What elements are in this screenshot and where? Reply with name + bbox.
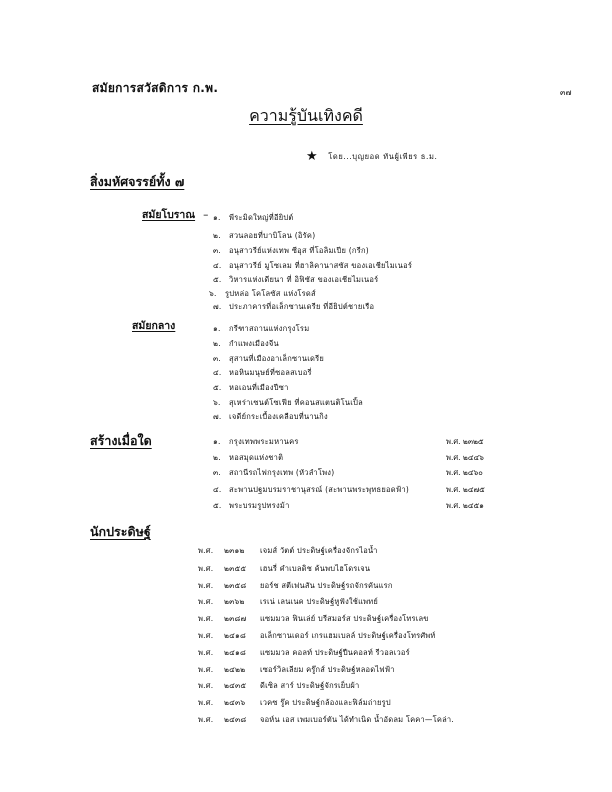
section-built-when: สร้างเมื่อใด [90,433,152,448]
inventor-row: พ.ศ. ๒๔๓๖ เวคซ รู๊ค ประดิษฐ์กล้องและฟิล์มถ่ายรูป [198,698,391,707]
building-item: ๓. สถานีรถไฟกรุงเทพ (หัวลำโพง) [213,468,335,477]
building-item: ๔. สะพานปฐมบรมราชานุสรณ์ (สะพานพระพุทธยอดฟ้า) [213,485,410,494]
building-item: ๒. หอสมุดแห่งชาติ [213,453,284,462]
inventor-row: พ.ศ. ๒๓๘๗ แซมมวล ฟินเล่ย์ บรีสมอร์ส ประดิษฐ์เครื่องโทรเลข [198,614,429,623]
list-item: ๖. รูปหล่อ โคโลซัส แห่งโรดส์ [209,289,316,298]
building-year: พ.ศ. ๒๔๗๕ [446,485,485,494]
list-item: ๗. เจดีย์กระเบื้องเคลือบที่นานกิง [213,412,328,421]
inventor-row: พ.ศ. ๒๓๖๒ เรเน่ เลนเนค ประดิษฐ์หูฟังใช้แพทย์ [198,597,378,606]
inventor-row: พ.ศ. ๒๔๑๘ อเล็กซานเดอร์ เกรแฮมเบลล์ ประดิษฐ์เครื่องโทรศัพท์ [198,631,436,640]
building-year: พ.ศ. ๒๓๒๕ [446,437,484,446]
building-item: ๕. พระบรมรูปทรงม้า [213,501,290,510]
subsection-ancient: สมัยโบราณ – [142,209,209,221]
page-title: ความรู้บันเทิงคดี [249,106,363,125]
list-item: ๕. วิหารแห่งเดียนา ที่ อิฟิซัส ของเอเชียไมเนอร์ [213,275,379,284]
building-item: ๑. กรุงเทพพระมหานคร [213,437,299,446]
list-item: ๖. สุเหร่าเซนต์โซเฟีย ที่คอนสแตนติโนเปิ้ล [213,398,363,407]
section-inventors: นักประดิษฐ์ [90,524,151,539]
list-item: ๑. กรีฑาสถานแห่งกรุงโรม [213,324,310,333]
inventor-row: พ.ศ. ๒๓๑๒ เจมส์ วัตต์ ประดิษฐ์เครื่องจักรไอน้ำ [198,546,378,555]
inventor-row: พ.ศ. ๒๔๒๒ เซอร์วิลเลียม ครู๊กส์ ประดิษฐ์หลอดไฟฟ้า [198,665,395,674]
list-item: ๔. หอหินมนุษย์ที่ซอลสเบอรี่ [213,368,312,377]
section-seven-wonders: สิ่งมหัศจรรย์ทั้ง ๗ [90,174,185,189]
star-icon: ★ [306,149,319,164]
building-year: พ.ศ. ๒๔๔๖ [446,453,484,462]
inventor-row: พ.ศ. ๒๔๑๘ แซมมวล คอลท์ ประดิษฐ์ปืนคอลท์ รีวอลเวอร์ [198,648,410,657]
subsection-ancient-label: สมัยโบราณ [142,209,196,221]
list-item: ๓. สุสานที่เมืองอาเล็กซานเดรีย [213,354,325,363]
author-line [306,149,438,164]
building-year: พ.ศ. ๒๔๖๐ [446,468,483,477]
list-item: ๔. อนุสาวรีย์ มูโซเลม ที่ฮาลิคานาสซัส ของเอเชียไมเนอร์ [213,261,413,270]
inventor-row: พ.ศ. ๒๔๓๘ จอห์น เอส เพมเบอร์ตัน ได้ทำเนิด น้ำอัดลม โคคา—โคล่า. [198,715,454,724]
inventor-row: พ.ศ. ๒๓๕๕ เฮนรี่ คำเบลดิช ค้นพบไฮโดรเจน [198,564,371,573]
list-item: ๗. ประภาคารที่อเล็กซานเดรีย ที่อียิปต์ชายเรือ [213,302,375,311]
list-item: ๒. สวนลอยที่บาบิโลน (อิรัค) [213,231,316,240]
inventor-row: พ.ศ. ๒๓๕๘ ยอร์ช สตีเฟนสัน ประดิษฐ์รถจักรคันแรก [198,581,393,590]
inventor-row: พ.ศ. ๒๔๓๕ ดีเซิล สาร์ ประดิษฐ์จักรเย็บผ้า [198,681,360,690]
list-item: ๑. พีระมิดใหญ่ที่อียิปต์ [213,213,294,222]
list-item: ๒. กำแพงเมืองจีน [213,339,279,348]
list-item: ๕. หอเอนที่เมืองปีซา [213,383,289,392]
subsection-medieval: สมัยกลาง [132,320,176,332]
header-publication: สมัยการสวัสดิการ ก.พ. [92,81,219,95]
building-year: พ.ศ. ๒๔๕๑ [446,501,484,510]
list-item: ๓. อนุสาวรีย์แห่งเทพ ซีอุส ที่โอลิมเปีย (กรีก) [213,246,369,255]
page-number: ๓๗ [560,88,572,97]
author-text: โดย...บุญยอด ทันผู้เพียร ธ.ม. [328,151,438,161]
